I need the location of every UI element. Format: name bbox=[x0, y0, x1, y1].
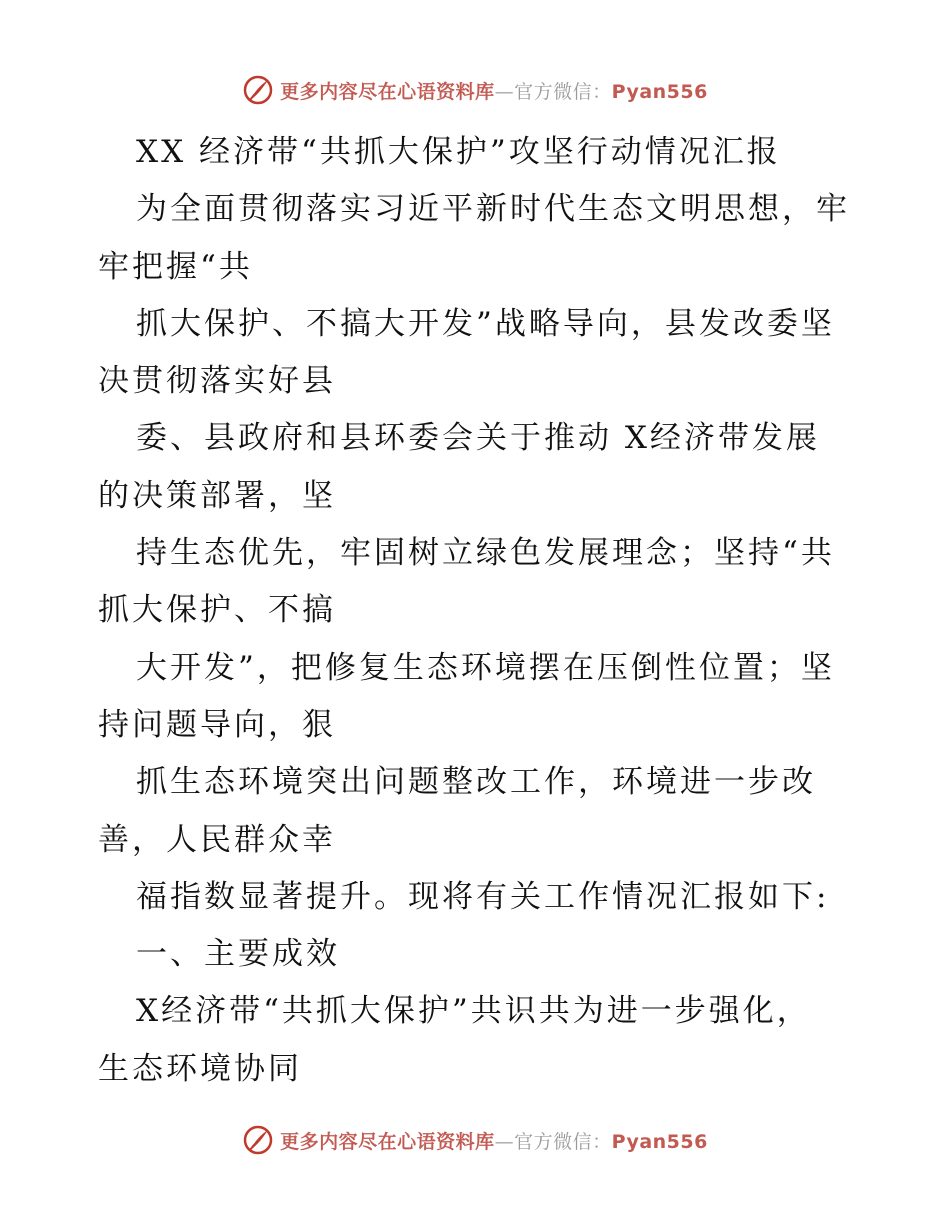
text-line: 牢把握“共 bbox=[98, 248, 253, 285]
watermark-separator: — bbox=[494, 1130, 515, 1153]
watermark-official: 官方微信： bbox=[514, 1130, 612, 1153]
watermark-footer bbox=[0, 1118, 950, 1162]
feather-pen-logo-icon bbox=[242, 1124, 274, 1156]
document-body bbox=[98, 124, 858, 1098]
text-line: X经济带“共抓大保护”共识共为进一步强化， bbox=[136, 993, 811, 1030]
watermark-brand: 更多内容尽在心语资料库 bbox=[280, 80, 495, 103]
text-line: 的决策部署，坚 bbox=[98, 477, 336, 514]
text-line: 持问题导向，狠 bbox=[98, 706, 336, 743]
watermark-header bbox=[0, 68, 950, 112]
text-line: 生态环境协同 bbox=[98, 1050, 302, 1087]
watermark-official: 官方微信： bbox=[514, 80, 612, 103]
watermark-text bbox=[280, 77, 708, 104]
feather-pen-logo-icon bbox=[242, 74, 274, 106]
text-line: 为全面贯彻落实习近平新时代生态文明思想，牢 bbox=[136, 191, 850, 228]
watermark-brand: 更多内容尽在心语资料库 bbox=[280, 1130, 495, 1153]
text-line: 决贯彻落实好县 bbox=[98, 363, 336, 400]
text-line: 大开发”，把修复生态环境摆在压倒性位置；坚 bbox=[136, 649, 835, 686]
text-line: 抓大保护、不搞 bbox=[98, 592, 336, 629]
text-line: 善，人民群众幸 bbox=[98, 821, 336, 858]
text-line: 福指数显著提升。现将有关工作情况汇报如下: bbox=[136, 878, 830, 915]
text-line: 抓生态环境突出问题整改工作，环境进一步改 bbox=[136, 764, 816, 801]
watermark-wechat-id: Pyan556 bbox=[611, 1130, 708, 1153]
section-heading: 一、主要成效 bbox=[136, 936, 340, 973]
watermark-separator: — bbox=[494, 80, 515, 103]
watermark-wechat-id: Pyan556 bbox=[611, 80, 708, 103]
text-line: 委、县政府和县环委会关于推动 X经济带发展 bbox=[136, 420, 820, 457]
document-title: XX 经济带“共抓大保护”攻坚行动情况汇报 bbox=[136, 134, 781, 170]
watermark-text bbox=[280, 1127, 708, 1154]
text-line: 持生态优先，牢固树立绿色发展理念；坚持“共 bbox=[136, 535, 835, 572]
text-line: 抓大保护、不搞大开发”战略导向，县发改委坚 bbox=[136, 305, 835, 342]
